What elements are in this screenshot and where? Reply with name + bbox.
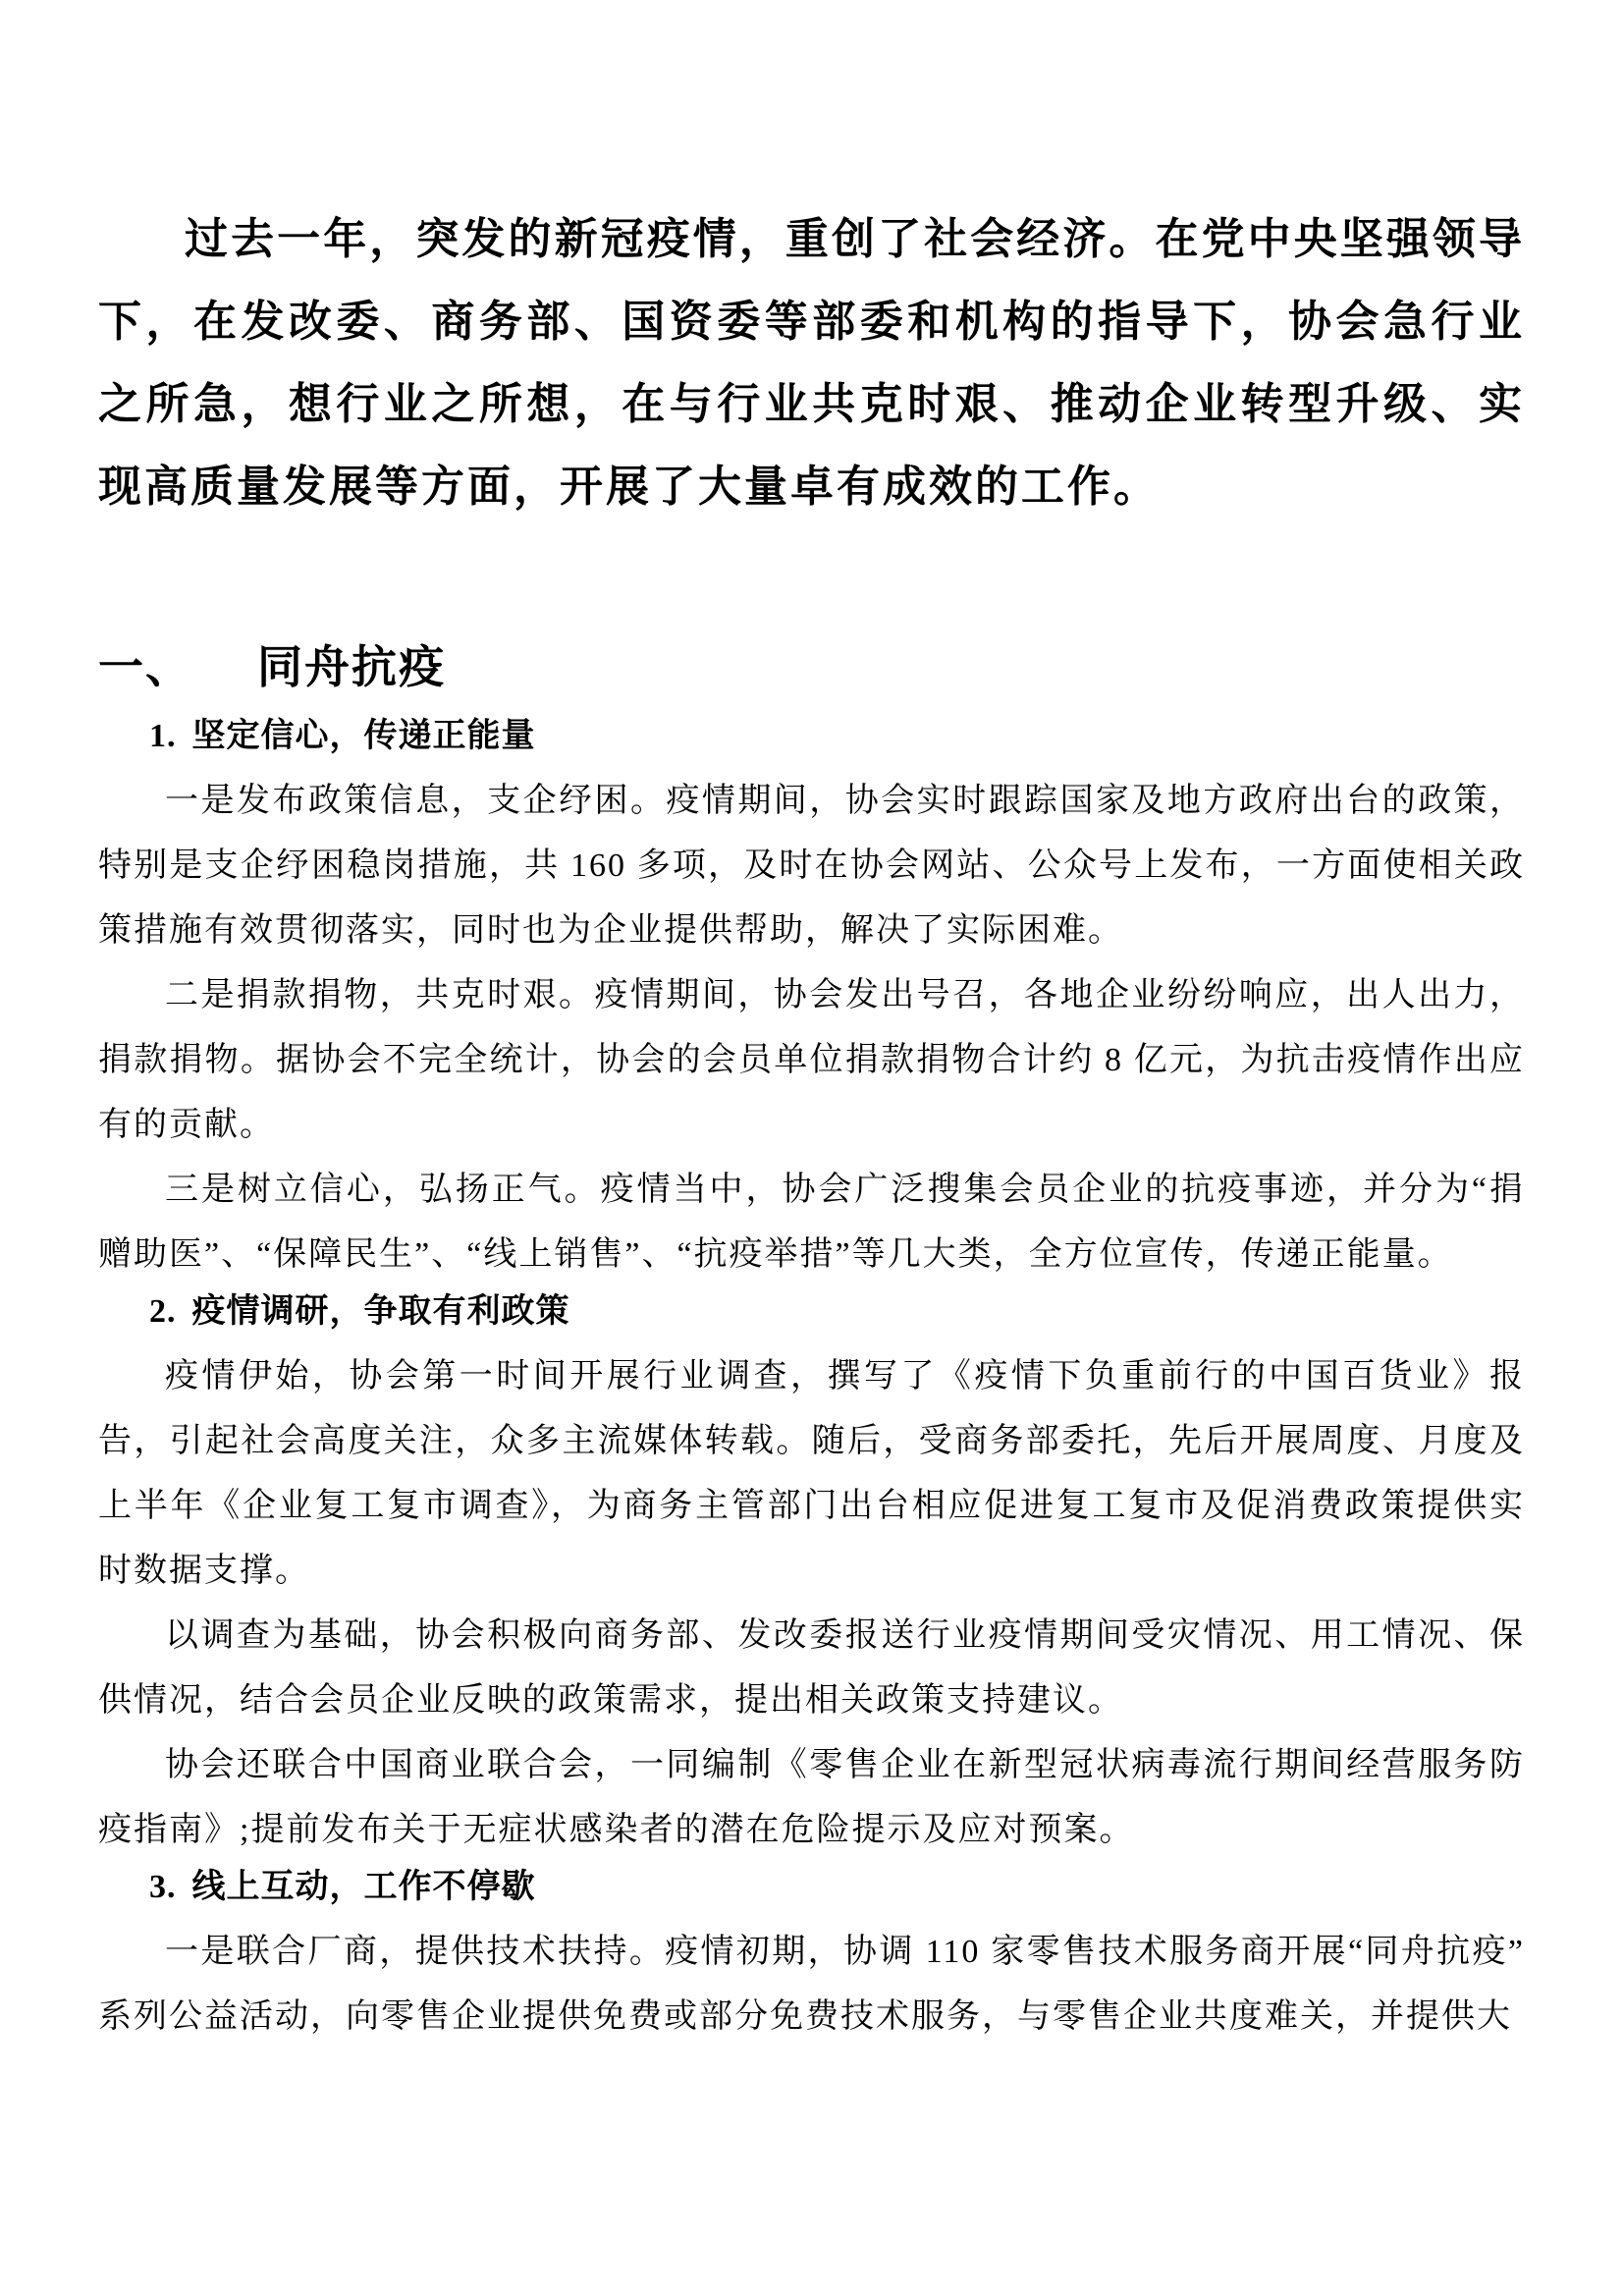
subsection-2-paragraph-3: 协会还联合中国商业联合会，一同编制《零售企业在新型冠状病毒流行期间经营服务防疫指南》;提前发布关于无症状感染者的潜在危险提示及应对预案。 [98, 1747, 1525, 1848]
subsection-1-paragraph-1: 一是发布政策信息，支企纾困。疫情期间，协会实时跟踪国家及地方政府出台的政策，特别是支企纾困稳岗措施，共 160 多项，及时在协会网站、公众号上发布，一方面使相关政策措施有效贯彻落实，同时也为企业提供帮助，解决了实际困难。 [98, 783, 1525, 949]
subsection-1-heading [149, 712, 1525, 761]
subsection-3-number: 3. [149, 1869, 177, 1905]
subsection-2-heading [149, 1287, 1525, 1337]
subsection-2-paragraph-1: 疫情伊始，协会第一时间开展行业调查，撰写了《疫情下负重前行的中国百货业》报告，引起社会高度关注，众多主流媒体转载。随后，受商务部委托，先后开展周度、月度及上半年《企业复工复市调查》，为商务主管部门出台相应促进复工复市及促消费政策提供实时数据支撑。 [98, 1358, 1525, 1589]
section-1-number: 一、 [98, 642, 192, 692]
subsection-2-title: 疫情调研，争取有利政策 [191, 1293, 570, 1330]
subsection-1-number: 1. [149, 718, 177, 754]
intro-paragraph: 过去一年，突发的新冠疫情，重创了社会经济。在党中央坚强领导下，在发改委、商务部、国资委等部委和机构的指导下，协会急行业之所急，想行业之所想，在与行业共克时艰、推动企业转型升级、实现高质量发展等方面，开展了大量卓有成效的工作。 [98, 215, 1525, 511]
subsection-1-title: 坚定信心，传递正能量 [191, 718, 536, 754]
subsection-3-title: 线上互动，工作不停歇 [191, 1869, 536, 1905]
document-content [98, 0, 1525, 2050]
subsection-2-paragraph-2: 以调查为基础，协会积极向商务部、发改委报送行业疫情期间受灾情况、用工情况、保供情况，结合会员企业反映的政策需求，提出相关政策支持建议。 [98, 1617, 1525, 1719]
subsection-2-number: 2. [149, 1293, 177, 1330]
subsection-3-heading [149, 1863, 1525, 1912]
subsection-1-paragraph-3: 三是树立信心，弘扬正气。疫情当中，协会广泛搜集会员企业的抗疫事迹，并分为“捐赠助医”、“保障民生”、“线上销售”、“抗疫举措”等几大类，全方位宣传，传递正能量。 [98, 1172, 1525, 1273]
section-1-heading [98, 636, 1525, 699]
subsection-1-paragraph-2: 二是捐款捐物，共克时艰。疫情期间，协会发出号召，各地企业纷纷响应，出人出力，捐款捐物。据协会不完全统计，协会的会员单位捐款捐物合计约 8 亿元，为抗击疫情作出应有的贡献。 [98, 977, 1525, 1143]
subsection-3-paragraph-1: 一是联合厂商，提供技术扶持。疫情初期，协调 110 家零售技术服务商开展“同舟抗疫”系列公益活动，向零售企业提供免费或部分免费技术服务，与零售企业共度难关，并提供大 [98, 1934, 1525, 2035]
section-1-title: 同舟抗疫 [257, 642, 446, 692]
